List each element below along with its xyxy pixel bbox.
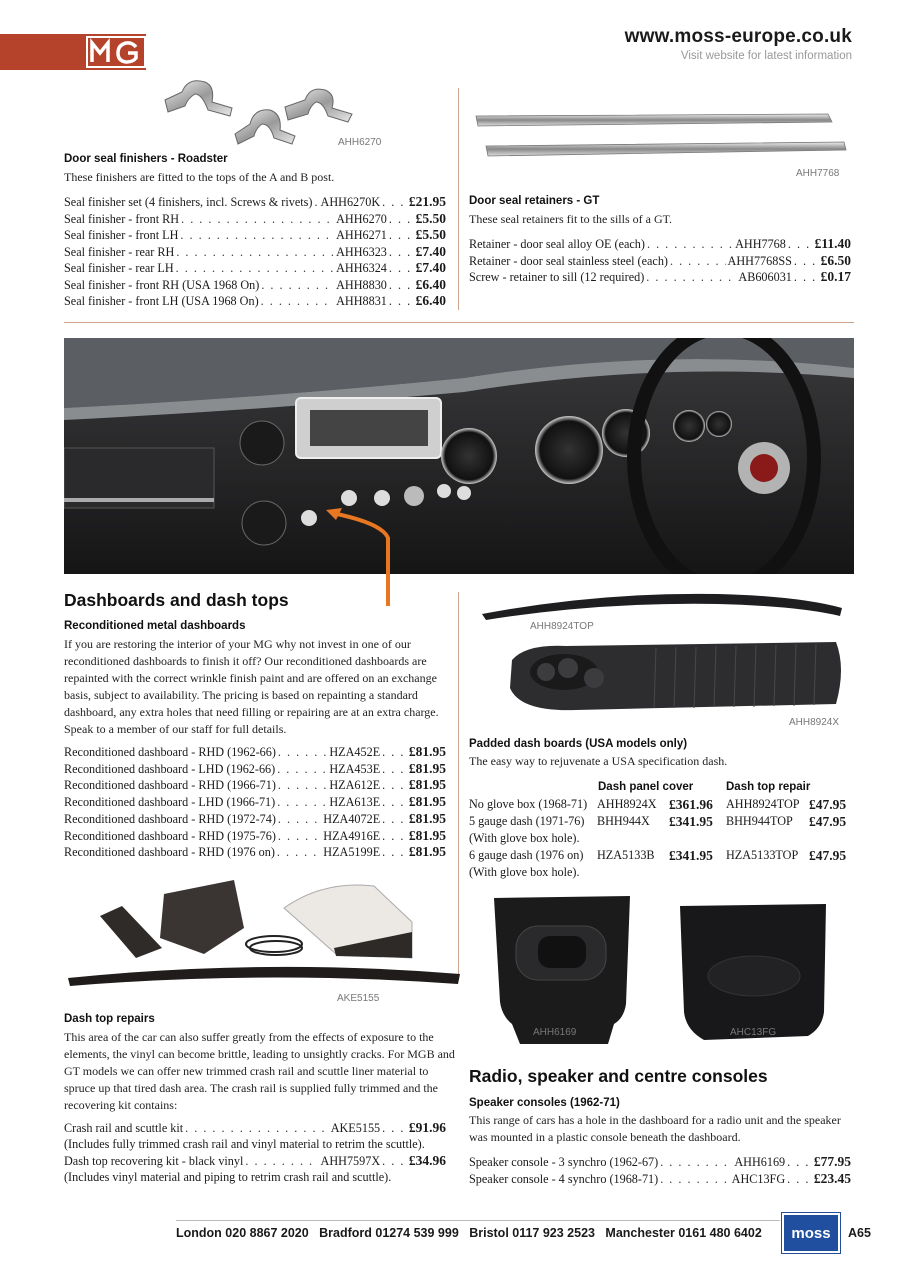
leader-dots [185,1121,329,1136]
item-label: Reconditioned dashboard - LHD (1966-71) [64,795,276,810]
item-label: Seal finisher set (4 finishers, incl. Screws & rivets) [64,195,313,209]
item-price: £91.96 [408,1120,446,1135]
speaker-console-3-synchro-image [490,894,640,1046]
price-row [469,269,851,286]
table-row [469,848,854,865]
item-price: £81.95 [408,744,446,759]
leader-dots [176,245,334,260]
leader-dots: . . . [787,1155,810,1169]
footer-rule [176,1220,780,1221]
item-price: £341.95 [669,848,713,863]
item-label: Seal finisher - front RH [64,211,180,226]
leader-dots: . . . [382,1121,405,1135]
item-price: £341.95 [669,814,713,829]
leader-dots [660,1172,729,1187]
leader-dots: . . . [382,761,405,776]
part-code: AHH6270K [320,195,381,209]
item-label: Speaker console - 3 synchro (1962-67) [469,1155,659,1169]
page-number: A65 [848,1226,871,1240]
leader-dots [278,812,321,827]
leader-dots: . . . [388,211,412,226]
leader-dots: . . . [388,294,412,308]
price-row [469,253,851,270]
part-code: HZA612E [329,778,381,793]
item-price: £81.95 [408,844,446,860]
item-price: £6.40 [415,293,446,308]
item-price: £6.40 [415,276,446,292]
item-label: 5 gauge dash (1971-76) [469,814,585,828]
leader-dots: . . . [382,1154,405,1169]
consoles-desc: This range of cars has a hole in the dashboard for a radio unit and the speaker was mounted in a plastic console beneath the dashboard. [469,1113,841,1144]
price-row [64,260,446,277]
part-code: AHH6323 [336,244,387,259]
image-code: AHC13FG [730,1027,777,1038]
leader-dots [176,261,334,276]
part-code: AKE5155 [330,1121,381,1135]
section-heading: Radio, speaker and centre consoles [469,1066,768,1086]
leader-dots: . . . [388,244,412,259]
dash-top-image [478,590,848,622]
moss-logo: moss [782,1213,840,1253]
item-label: Retainer - door seal stainless steel (each) [469,253,668,268]
image-code: AHH8924X [789,717,840,728]
leader-dots: . . . [382,745,405,759]
part-code: BHH944X [597,814,650,828]
retainers-desc: These seal retainers fit to the sills of a GT. [469,212,673,226]
leader-dots [181,212,334,227]
leader-dots [261,278,334,293]
dashtop-title: Dash top repairs [64,1013,155,1025]
part-code: BHH944TOP [726,814,793,828]
part-code: AHH6271 [336,228,387,242]
item-price: £81.95 [408,794,446,810]
item-label: Seal finisher - front LH [64,228,179,242]
price-row [64,227,446,244]
price-row [64,811,446,828]
leader-dots [278,745,327,760]
leader-dots: . . . [382,195,405,209]
dashboard-photo [64,338,854,574]
section-heading: Dashboards and dash tops [64,590,289,610]
col-header-dash-top: Dash top repair [726,781,811,793]
part-code: AHH6270 [336,211,387,226]
speaker-console-4-synchro-image [674,900,834,1042]
price-row [64,277,446,294]
leader-dots: . . . [793,253,817,268]
item-price: £0.17 [820,269,851,284]
seal-retainers-image [472,108,862,164]
leader-dots: . . . [388,228,412,242]
item-price: £47.95 [809,814,847,829]
part-code: AHH8924X [597,797,657,811]
dash-panel-cover-image [506,638,846,714]
price-row [64,194,446,211]
image-code: AHH8924TOP [530,621,594,632]
item-price: £81.95 [408,810,446,826]
item-price: £34.96 [408,1153,446,1169]
part-code: HZA5133B [597,848,655,862]
item-price: £6.50 [820,252,851,268]
column-divider [458,88,459,310]
part-code: AHH8831 [336,294,387,308]
item-price: £21.95 [408,194,446,209]
arrow-pointer-icon [376,574,396,608]
leader-dots [647,237,733,252]
part-code: AHC13FG [731,1171,786,1186]
dashboards-desc: If you are restoring the interior of your MG why not invest in one of our reconditioned dashboards to finish it off? Our reconditioned dashboards are repainted with the correct wrinkle finish paint and are offered on an exchange basis, subject to availability. The pricing is based on repainting a standard dashboard, any extra holes that need filling or repairing are at an extra charge. Speak to a member of our staff for full details. [64,637,439,736]
part-code: HZA453E [329,761,381,776]
dashboards-title: Reconditioned metal dashboards [64,620,246,632]
leader-dots: . . . [793,270,817,284]
leader-dots [278,829,321,844]
item-note: (Includes fully trimmed crash rail and vinyl material to retrim the scuttle). [64,1136,425,1151]
item-label: Seal finisher - rear LH [64,261,174,275]
table-row [469,797,854,814]
leader-dots: . . . [382,795,405,810]
image-code: AHH7768 [796,168,840,179]
item-price: £23.45 [813,1170,851,1186]
consoles-title: Speaker consoles (1962-71) [469,1097,620,1109]
price-row [64,744,446,761]
leader-dots [278,778,327,793]
seal-finishers-image [160,72,360,157]
part-code: AHH7597X [320,1154,381,1169]
part-code: HZA5133TOP [726,848,799,862]
leader-dots: . . . [382,845,405,860]
leader-dots [277,762,327,777]
leader-dots [277,845,321,860]
image-code: AHH6169 [533,1027,577,1038]
leader-dots [180,228,334,243]
price-row [64,777,446,794]
item-note: (With glove box hole). [469,831,580,845]
item-price: £5.50 [415,227,446,242]
dash-top-repair-kit-image [64,878,462,990]
item-label: Reconditioned dashboard - RHD (1962-66) [64,745,276,759]
item-label: No glove box (1968-71) [469,797,588,811]
part-code: AB606031 [738,270,792,284]
item-label: Seal finisher - front RH (USA 1968 On) [64,277,260,292]
leader-dots: . . . [388,277,412,292]
part-code: HZA613E [329,795,381,810]
part-code: AHH7768SS [727,253,792,268]
price-row [64,244,446,261]
item-label: Dash top recovering kit - black vinyl [64,1154,244,1169]
price-row [64,1153,446,1170]
item-price: £47.95 [809,797,847,812]
leader-dots [670,254,726,269]
item-label: Reconditioned dashboard - RHD (1976 on) [64,845,275,860]
padded-title: Padded dash boards (USA models only) [469,738,688,750]
item-label: Speaker console - 4 synchro (1968-71) [469,1171,659,1186]
item-label: Seal finisher - front LH (USA 1968 On) [64,294,259,308]
price-row [64,761,446,778]
item-label: Reconditioned dashboard - LHD (1962-66) [64,761,276,776]
item-price: £5.50 [415,210,446,226]
leader-dots: . . . [388,261,412,275]
site-subtitle: Visit website for latest information [680,50,852,62]
item-price: £81.95 [408,777,446,793]
footer-phone-numbers: London 020 8867 2020 Bradford 01274 539 999 Bristol 0117 923 2523 Manchester 0161 480 6402 [176,1226,762,1240]
item-price: £11.40 [814,236,851,251]
col-header-dash-panel: Dash panel cover [598,781,694,793]
item-price: £81.95 [408,827,446,843]
mg-logo-icon [86,36,146,68]
item-label: Reconditioned dashboard - RHD (1972-74) [64,811,276,826]
leader-dots [660,1155,732,1170]
part-code: HZA452E [329,745,381,759]
image-code: AKE5155 [337,993,380,1004]
price-row [64,211,446,228]
item-label: Crash rail and scuttle kit [64,1121,184,1135]
table-row [469,814,854,831]
item-price: £7.40 [415,243,446,259]
price-row [64,1120,446,1137]
leader-dots: . . . [382,811,405,826]
leader-dots [245,1154,318,1169]
price-row [469,1154,851,1171]
leader-dots [314,195,318,210]
price-row [64,794,446,811]
part-code: AHH8924TOP [726,797,800,811]
item-label: 6 gauge dash (1976 on) [469,848,584,862]
finishers-title: Door seal finishers - Roadster [64,153,228,165]
leader-dots [646,270,736,285]
image-code: AHH6270 [338,137,382,148]
item-label: Reconditioned dashboard - RHD (1975-76) [64,828,276,843]
item-price: £7.40 [415,260,446,275]
item-price: £361.96 [669,797,713,812]
price-row [64,844,446,861]
leader-dots [261,294,334,309]
item-price: £77.95 [813,1154,851,1169]
site-url[interactable]: www.moss-europe.co.uk [624,26,852,47]
part-code: HZA5199E [323,845,381,860]
part-code: HZA4072E [323,811,381,826]
leader-dots: . . . [382,828,405,843]
leader-dots: . . . [382,778,405,793]
padded-desc: The easy way to rejuvenate a USA specification dash. [469,754,728,768]
price-row [469,236,851,253]
part-code: AHH6324 [336,261,387,275]
item-label: Retainer - door seal alloy OE (each) [469,237,645,251]
item-label: Screw - retainer to sill (12 required) [469,270,645,284]
item-note: (Includes vinyl material and piping to retrim crash rail and scuttle). [64,1170,392,1185]
item-note: (With glove box hole). [469,865,580,879]
item-label: Reconditioned dashboard - RHD (1966-71) [64,778,276,793]
part-code: AHH8830 [336,277,387,292]
leader-dots: . . . [787,237,811,251]
price-row [64,293,446,310]
leader-dots: . . . [787,1171,810,1186]
item-price: £81.95 [408,760,446,776]
price-row [64,828,446,845]
retainers-title: Door seal retainers - GT [469,195,600,207]
part-code: HZA4916E [323,828,381,843]
leader-dots [277,795,327,810]
part-code: AHH6169 [734,1155,786,1169]
section-divider [64,322,854,323]
item-label: Seal finisher - rear RH [64,244,175,259]
part-code: AHH7768 [735,237,786,251]
price-row [469,1171,851,1188]
finishers-desc: These finishers are fitted to the tops of the A and B post. [64,170,335,184]
item-price: £47.95 [809,848,847,863]
dashtop-desc: This area of the car can also suffer greatly from the effects of exposure to the elements, the vinyl can become brittle, leading to unsightly cracks. For MGB and GT models we can offer new trimmed crash rail and scuttle liner material to spruce up that tired dash area. The crash rail is supplied fully trimmed and the recovering kit contains: [64,1030,455,1112]
